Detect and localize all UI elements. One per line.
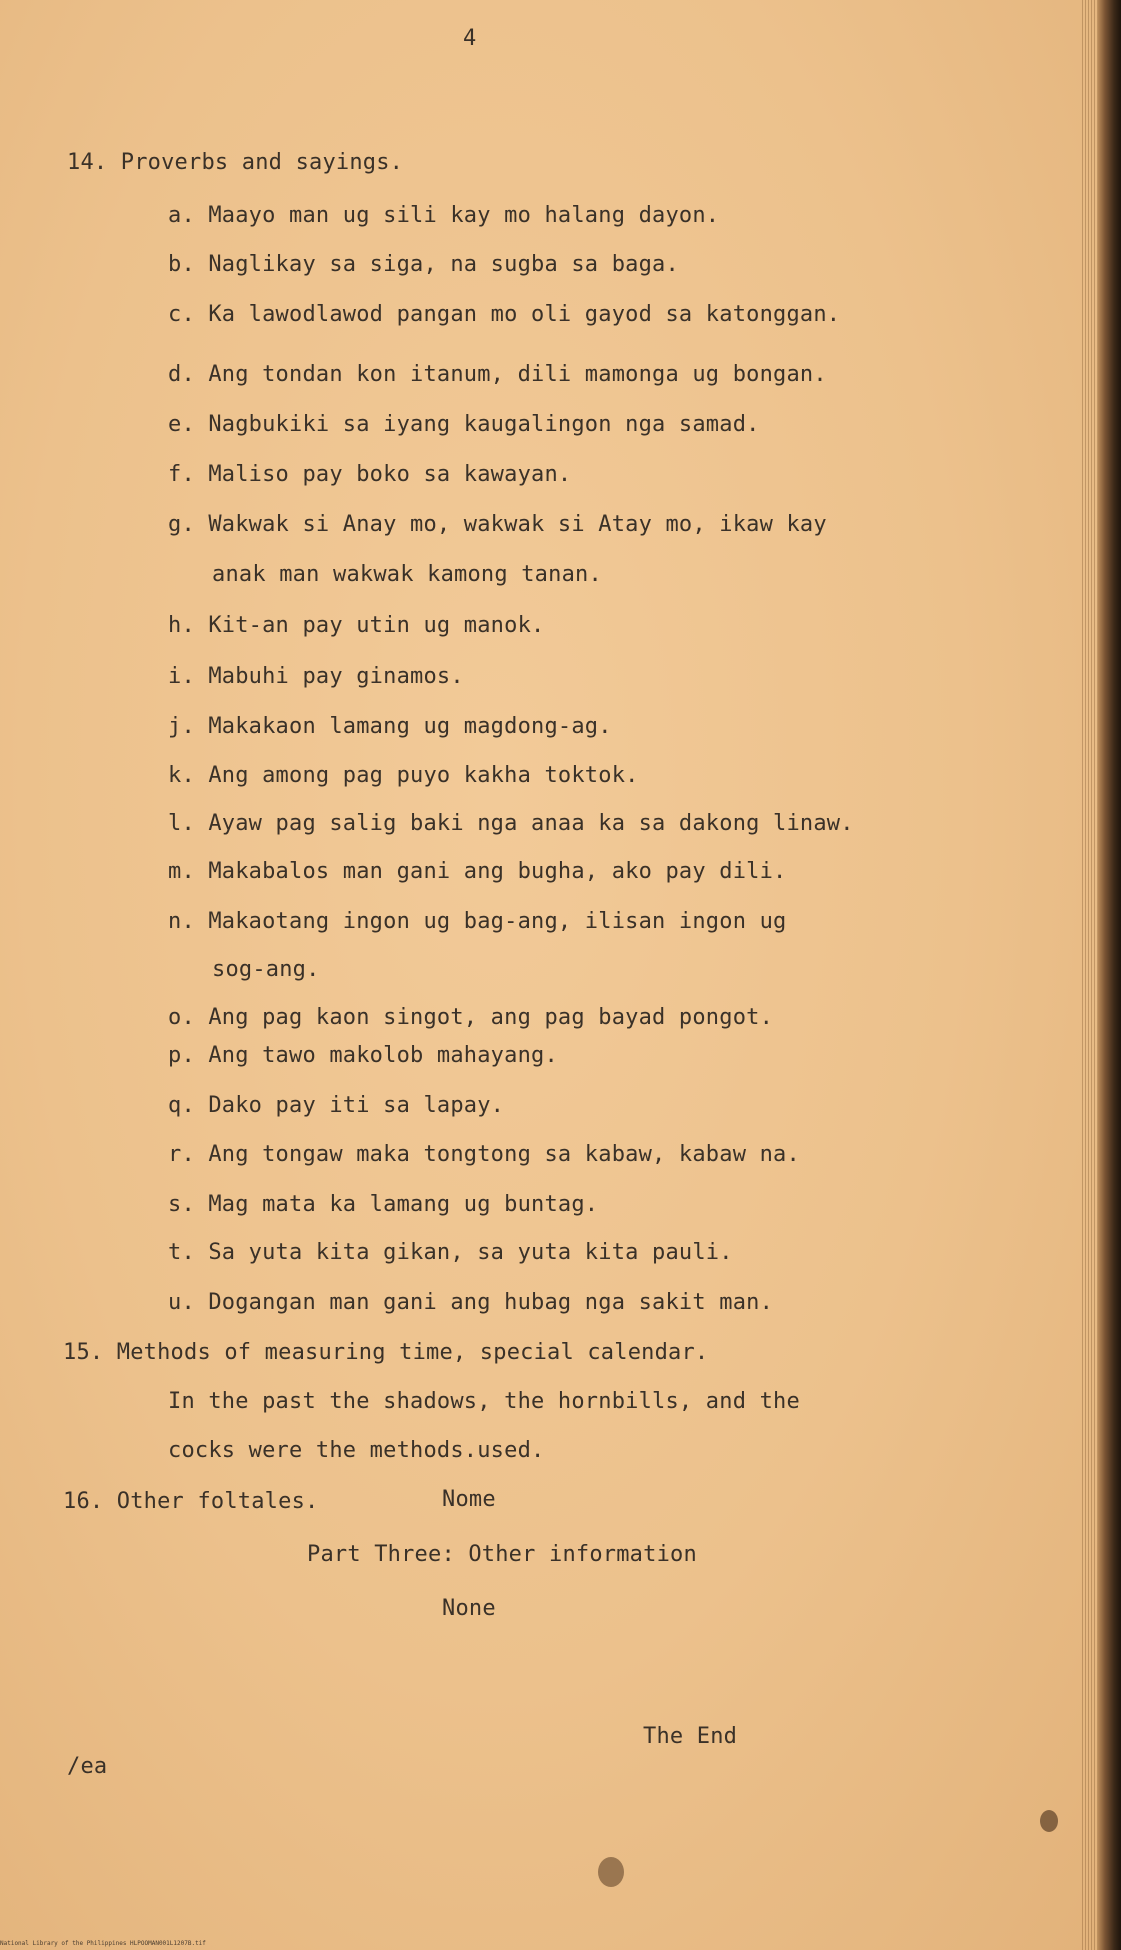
page-edge-lines	[1082, 0, 1098, 1950]
section-16-answer: Nome	[442, 1487, 496, 1512]
proverb-a: a. Maayo man ug sili kay mo halang dayon.	[168, 203, 720, 228]
ink-stain-edge	[1040, 1810, 1058, 1832]
binding-edge	[1098, 0, 1121, 1950]
proverb-f: f. Maliso pay boko sa kawayan.	[168, 462, 572, 487]
proverb-q: q. Dako pay iti sa lapay.	[168, 1093, 505, 1118]
proverb-g: g. Wakwak si Anay mo, wakwak si Atay mo, ikaw kay	[168, 512, 827, 537]
archive-footer: National Library of the Philippines HLPOOMAN001L1207B.tif	[0, 1940, 206, 1947]
proverb-j: j. Makakaon lamang ug magdong-ag.	[168, 714, 612, 739]
section-14-heading: 14. Proverbs and sayings.	[67, 150, 404, 175]
proverb-h: h. Kit-an pay utin ug manok.	[168, 613, 545, 638]
page-number: 4	[463, 26, 477, 51]
section-16-heading: 16. Other foltales.	[63, 1489, 319, 1514]
section-15-line-1: In the past the shadows, the hornbills, and the	[168, 1389, 800, 1414]
proverb-m: m. Makabalos man gani ang bugha, ako pay dili.	[168, 859, 787, 884]
part-three-answer: None	[442, 1596, 496, 1621]
proverb-g-continued: anak man wakwak kamong tanan.	[212, 562, 602, 587]
the-end: The End	[643, 1724, 738, 1749]
proverb-e: e. Nagbukiki sa iyang kaugalingon nga samad.	[168, 412, 760, 437]
proverb-d: d. Ang tondan kon itanum, dili mamonga ug bongan.	[168, 362, 827, 387]
ink-stain	[598, 1857, 624, 1887]
proverb-r: r. Ang tongaw maka tongtong sa kabaw, kabaw na.	[168, 1142, 800, 1167]
proverb-k: k. Ang among pag puyo kakha toktok.	[168, 763, 639, 788]
proverb-t: t. Sa yuta kita gikan, sa yuta kita pauli.	[168, 1240, 733, 1265]
section-15-heading: 15. Methods of measuring time, special calendar.	[63, 1340, 709, 1365]
proverb-i: i. Mabuhi pay ginamos.	[168, 664, 464, 689]
proverb-s: s. Mag mata ka lamang ug buntag.	[168, 1192, 599, 1217]
proverb-p: p. Ang tawo makolob mahayang.	[168, 1043, 558, 1068]
proverb-o: o. Ang pag kaon singot, ang pag bayad pongot.	[168, 1005, 774, 1030]
proverb-b: b. Naglikay sa siga, na sugba sa baga.	[168, 252, 679, 277]
proverb-n-continued: sog-ang.	[212, 957, 320, 982]
section-15-line-2: cocks were the methods.used.	[168, 1438, 545, 1463]
part-three-heading: Part Three: Other information	[307, 1542, 697, 1567]
proverb-c: c. Ka lawodlawod pangan mo oli gayod sa katonggan.	[168, 302, 841, 327]
proverb-l: l. Ayaw pag salig baki nga anaa ka sa dakong linaw.	[168, 811, 854, 836]
typist-initials: /ea	[67, 1754, 108, 1779]
proverb-u: u. Dogangan man gani ang hubag nga sakit man.	[168, 1290, 774, 1315]
proverb-n: n. Makaotang ingon ug bag-ang, ilisan ingon ug	[168, 909, 787, 934]
